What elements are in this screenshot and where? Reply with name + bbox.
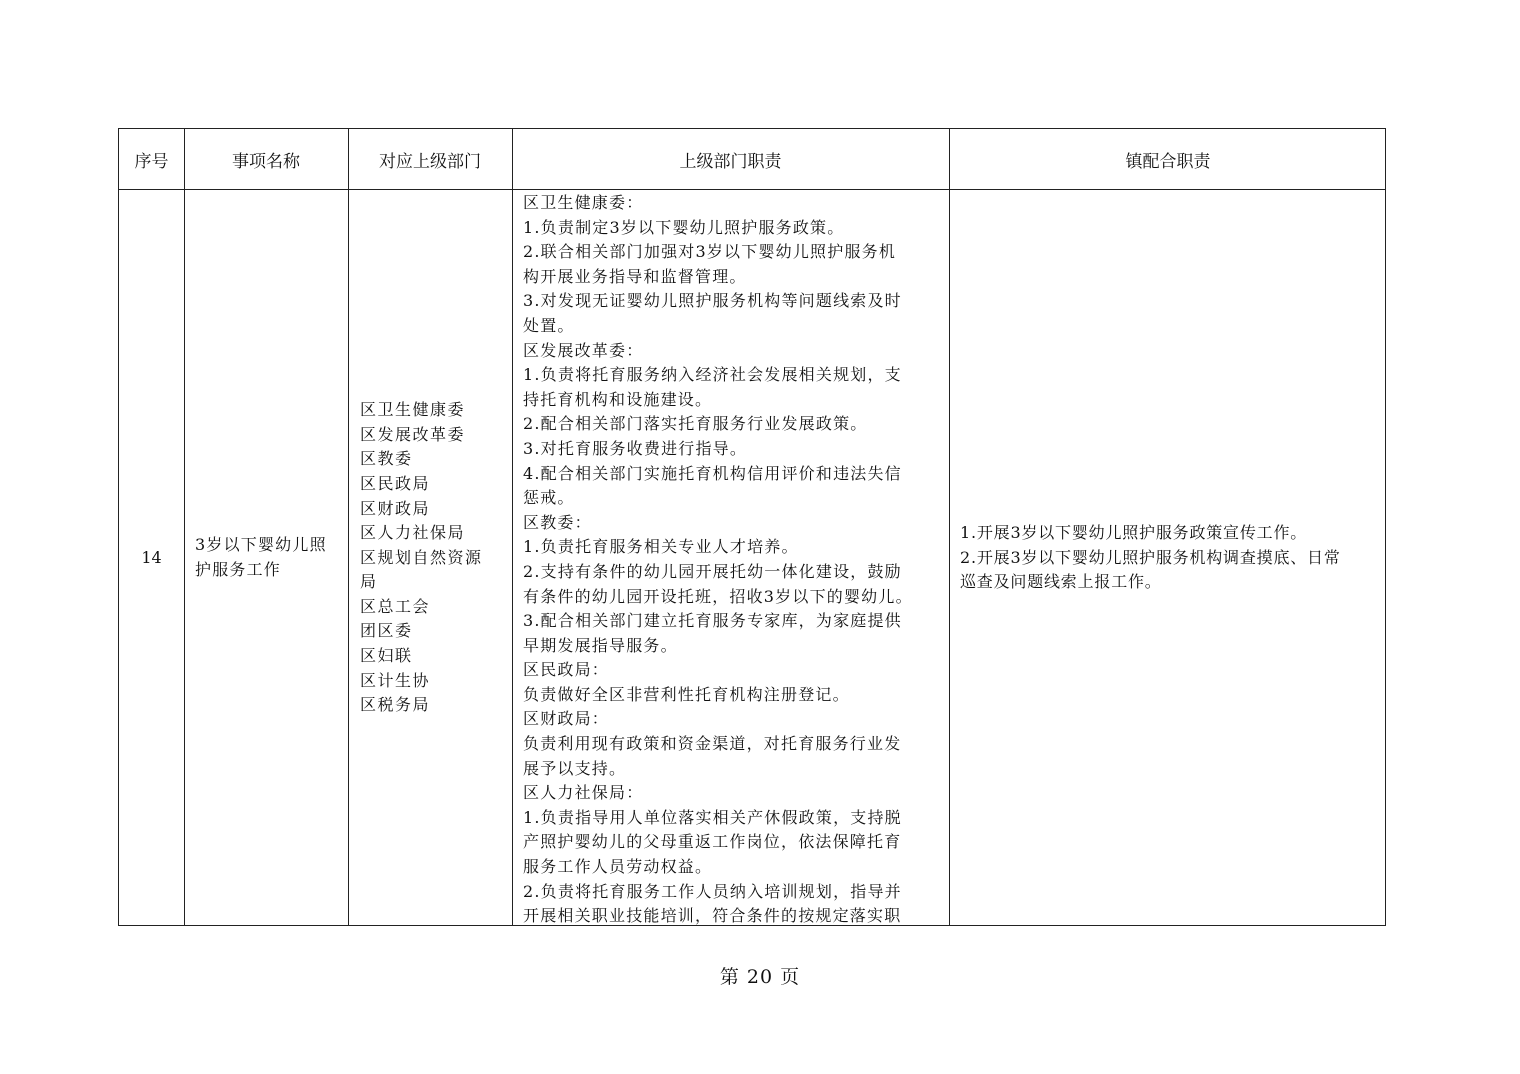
row-departments-cell — [348, 189, 512, 927]
row-town-duties: 1.开展3岁以下婴幼儿照护服务政策宣传工作。 2.开展3岁以下婴幼儿照护服务机构调查摸底、日常 巡查及问题线索上报工作。 — [960, 523, 1341, 592]
header-superior-duties: 上级部门职责 — [679, 151, 782, 172]
row-departments: 区卫生健康委 区发展改革委 区教委 区民政局 区财政局 区人力社保局 区规划自然资源 局 区总工会 团区委 区妇联 区计生协 区税务局 — [360, 400, 483, 715]
header-seq: 序号 — [134, 151, 169, 172]
header-town-duties: 镇配合职责 — [1125, 151, 1211, 172]
header-superior-dept: 对应上级部门 — [379, 151, 481, 172]
duty-table — [118, 128, 1386, 926]
row-town-duties-cell — [949, 189, 1387, 927]
row-superior-duties: 区卫生健康委： 1.负责制定3岁以下婴幼儿照护服务政策。 2.联合相关部门加强对3岁以下婴幼儿照护服务机 构开展业务指导和监督管理。 3.对发现无证婴幼儿照护服务机构等问题线索及时 处置。 区发展改革委： 1.负责将托育服务纳入经济社会发展相关规划，支 持托育机构和设施建设。 2.配合相关部门落实托育服务行业发展政策。 3.对托育服务收费进行指导。 4.配合相关部门实施托育机构信用评价和违法失信 惩戒。 区教委： 1.负责托育服务相关专业人才培养。 2.支持有条件的幼儿园开展托幼一体化建设，鼓励 有条件的幼儿园开设托班，招收3岁以下的婴幼儿。 3.配合相关部门建立托育服务专家库，为家庭提供 早期发展指导服务。 区民政局： 负责做好全区非营利性托育机构注册登记。 区财政局： 负责利用现有政策和资金渠道，对托育服务行业发 展予以支持。 区人力社保局： 1.负责指导用人单位落实相关产休假政策，支持脱 产照护婴幼儿的父母重返工作岗位，依法保障托育 服务工作人员劳动权益。 2.负责将托育服务工作人员纳入培训规划，指导并 开展相关职业技能培训，符合条件的按规定落实职 — [523, 193, 913, 925]
row-seq-cell — [119, 189, 184, 927]
page-number: 第 20 页 — [719, 966, 801, 988]
header-item-name: 事项名称 — [232, 151, 300, 172]
row-seq: 14 — [141, 547, 162, 567]
row-item-name: 3岁以下婴幼儿照 护服务工作 — [195, 535, 327, 579]
row-item-name-cell — [184, 189, 348, 927]
